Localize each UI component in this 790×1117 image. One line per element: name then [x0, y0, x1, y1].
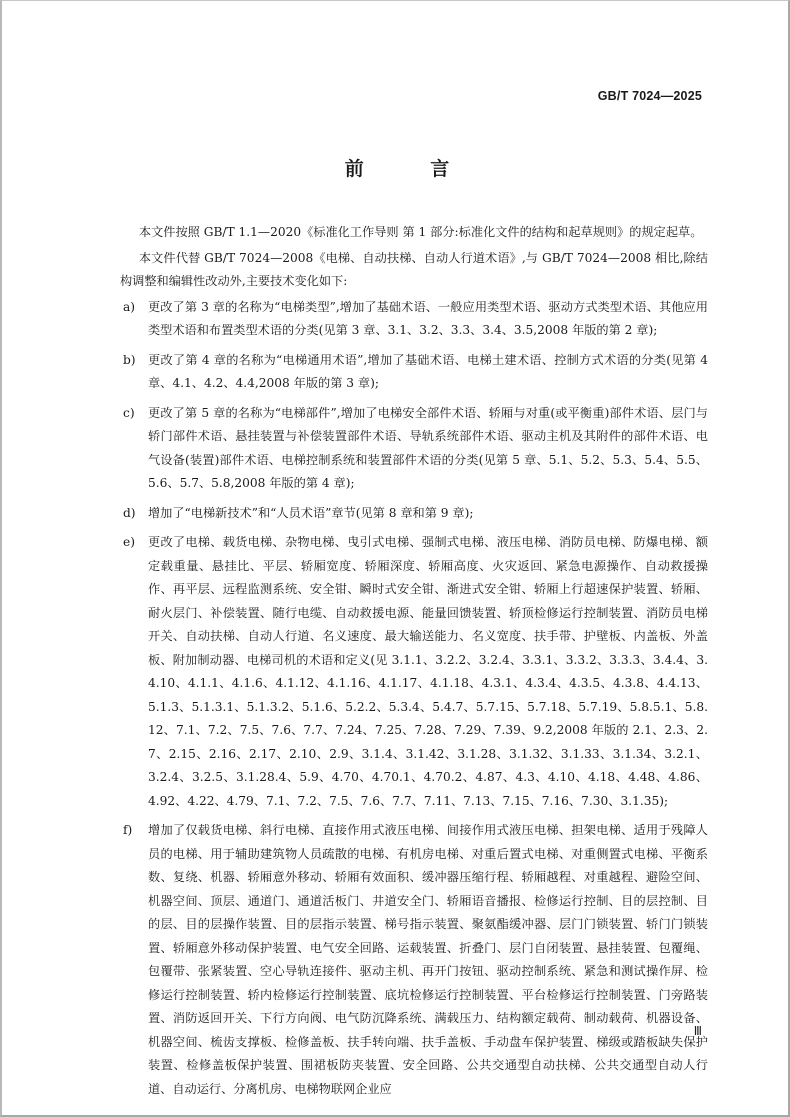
list-item-text: 增加了“电梯新技术”和“人员术语”章节(见第 8 章和第 9 章); — [148, 505, 474, 520]
page-number: Ⅲ — [693, 1024, 702, 1038]
list-item-label: c) — [123, 405, 135, 420]
list-item-label: f) — [123, 823, 133, 837]
list-item-f — [120, 819, 708, 1101]
list-item-label: a) — [123, 299, 136, 314]
list-item-text: 更改了第 5 章的名称为“电梯部件”,增加了电梯安全部件术语、轿厢与对重(或平衡重)部件术语、层门与轿门部件术语、悬挂装置与补偿装置部件术语、导轨系统部件术语、驱动主机及其附件的部件术语、电气设备(装置)部件术语、电梯控制系统和装置部件术语的分类(见第 5 章、5.1、5.2、5.3、5.4、5.5、5.6、5.7、5.8,2008 年版的第 4 章); — [148, 405, 708, 490]
list-item-a — [120, 296, 708, 343]
list-item-d — [120, 502, 708, 526]
paragraph-drafting-rules: 本文件按照 GB/T 1.1—2020《标准化工作导则 第 1 部分:标准化文件的结构和起草规则》的规定起草。 — [138, 225, 703, 239]
list-item-text: 更改了第 4 章的名称为“电梯通用术语”,增加了基础术语、电梯土建术语、控制方式术语的分类(见第 4 章、4.1、4.2、4.4,2008 年版的第 3 章); — [148, 352, 708, 390]
paragraph-replacement-note: 本文件代替 GB/T 7024—2008《电梯、自动扶梯、自动人行道术语》,与 GB/T 7024—2008 相比,除结构调整和编辑性改动外,主要技术变化如下: — [120, 250, 708, 288]
list-item-c — [120, 402, 708, 496]
list-item-label: e) — [123, 535, 135, 549]
list-item-e — [120, 531, 708, 813]
foreword-body — [120, 221, 708, 1107]
list-item-label: d) — [123, 505, 136, 520]
list-item-text: 更改了第 3 章的名称为“电梯类型”,增加了基础术语、一般应用类型术语、驱动方式类型术语、其他应用类型术语和布置类型术语的分类(见第 3 章、3.1、3.2、3.3、3.4、3.5,2008 年版的第 2 章); — [148, 299, 708, 337]
list-item-b — [120, 349, 708, 396]
list-item-label: b) — [123, 352, 136, 367]
page-title: 前 言 — [344, 158, 480, 180]
list-item-text: 更改了电梯、载货电梯、杂物电梯、曳引式电梯、强制式电梯、液压电梯、消防员电梯、防爆电梯、额定载重量、悬挂比、平层、轿厢宽度、轿厢深度、轿厢高度、火灾返回、紧急电源操作、自动救援操作、再平层、远程监测系统、安全钳、瞬时式安全钳、渐进式安全钳、轿厢上行超速保护装置、轿厢、耐火层门、补偿装置、随行电缆、自动救援电源、能量回馈装置、轿顶检修运行控制装置、消防员电梯开关、自动扶梯、自动人行道、名义速度、最大输送能力、名义宽度、扶手带、护壁板、内盖板、外盖板、附加制动器、电梯司机的术语和定义(见 3.1.1、3.2.2、3.2.4、3.3.1、3.3.2、3.3.3、3.4.4、3.4.10、4.1.1、4.1.6、4.1.12、4.1.16、4.1.17、4.1.18、4.3.1、4.3.4、4.3.5、4.3.8、4.4.13、5.1.3、5.1.3.1、5.1.3.2、5.1.6、5.2.2、5.3.4、5.4.7、5.7.15、5.7.18、5.7.19、5.8.5.1、5.8.12、7.1、7.2、7.5、7.6、7.7、7.24、7.25、7.28、7.29、7.39、9.2,2008 年版的 2.1、2.3、2.7、2.15、2.16、2.17、2.10、2.9、3.1.4、3.1.42、3.1.28、3.1.32、3.1.33、3.1.34、3.2.1、3.2.4、3.2.5、3.1.28.4、5.9、4.70、4.70.1、4.70.2、4.87、4.3、4.10、4.18、4.48、4.86、4.92、4.22、4.79、7.1、7.2、7.5、7.6、7.7、7.11、7.13、7.15、7.16、7.30、3.1.35); — [148, 535, 708, 808]
list-item-text: 增加了仅载货电梯、斜行电梯、直接作用式液压电梯、间接作用式液压电梯、担架电梯、适用于残障人员的电梯、用于辅助建筑物人员疏散的电梯、有机房电梯、对重后置式电梯、对重侧置式电梯、平衡系数、复绕、机器、轿厢意外移动、轿厢有效面积、缓冲器压缩行程、轿厢越程、对重越程、避险空间、机器空间、顶层、通道门、通道活板门、井道安全门、轿厢语音播报、检修运行控制、目的层控制、目的层、目的层操作装置、目的层指示装置、梯号指示装置、聚氨酯缓冲器、层门门锁装置、轿门门锁装置、轿厢意外移动保护装置、电气安全回路、运载装置、折叠门、层门自闭装置、悬挂装置、包覆绳、包覆带、张紧装置、空心导轨连接件、驱动主机、再开门按钮、驱动控制系统、紧急和测试操作屏、检修运行控制装置、轿内检修运行控制装置、底坑检修运行控制装置、平台检修运行控制装置、门旁路装置、消防返回开关、下行方向阀、电气防沉降系统、满载压力、结构额定载荷、制动载荷、机器设备、机器空间、梳齿支撑板、检修盖板、扶手转向端、扶手盖板、手动盘车保护装置、梯级或踏板缺失保护装置、检修盖板保护装置、围裙板防夹装置、安全回路、公共交通型自动扶梯、公共交通型自动人行道、自动运行、分离机房、电梯物联网企业应 — [148, 823, 708, 1096]
standard-number: GB/T 7024—2025 — [597, 89, 702, 103]
